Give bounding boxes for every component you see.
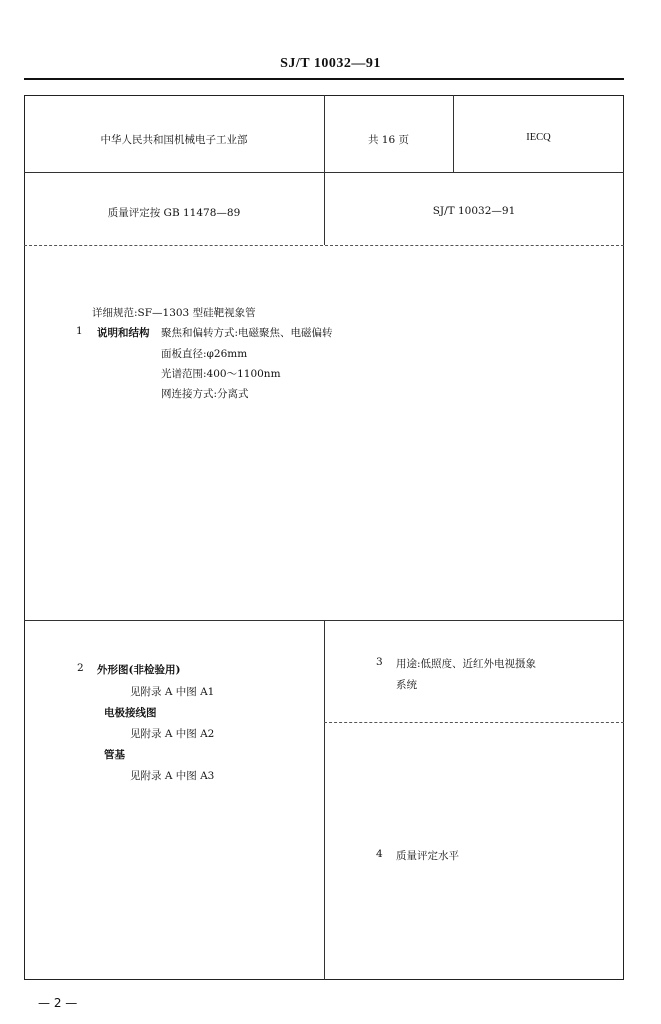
standard-code-header: SJ/T 10032—91 bbox=[280, 56, 381, 71]
section-4-number: 4 bbox=[376, 848, 383, 860]
page-number: — 2 — bbox=[38, 996, 78, 1010]
section-2-line: 见附录 A 中图 A1 bbox=[130, 686, 215, 698]
system-cell: IECQ bbox=[526, 132, 551, 143]
lower-column-divider bbox=[324, 620, 325, 980]
code-cell: SJ/T 10032—91 bbox=[432, 205, 516, 217]
section-2-line: 见附录 A 中图 A3 bbox=[130, 770, 215, 782]
table-bottom-rule bbox=[24, 245, 624, 246]
table-row-divider bbox=[24, 172, 624, 173]
ministry-cell: 中华人民共和国机械电子工业部 bbox=[100, 134, 248, 146]
section-3-text: 用途:低照度、近红外电视摄象 bbox=[396, 658, 537, 670]
spec-title: 详细规范:SF—1303 型硅靶视象管 bbox=[92, 307, 256, 319]
page-count-cell: 共 16 页 bbox=[367, 134, 410, 146]
section-1-item: 光谱范围:400～1100nm bbox=[161, 368, 281, 380]
header-rule bbox=[24, 78, 624, 80]
section-2-heading: 外形图(非检验用) bbox=[97, 664, 181, 676]
section-1-heading: 说明和结构 bbox=[97, 327, 150, 339]
section-3-4-divider bbox=[324, 722, 624, 723]
section-3-number: 3 bbox=[376, 656, 383, 668]
section-4-heading: 质量评定水平 bbox=[396, 850, 459, 862]
section-1-number: 1 bbox=[76, 325, 83, 337]
quality-basis-cell: 质量评定按 GB 11478—89 bbox=[107, 207, 241, 219]
section-3-text-cont: 系统 bbox=[396, 679, 417, 691]
section-2-number: 2 bbox=[77, 662, 84, 674]
section-2-subheading: 管基 bbox=[104, 749, 125, 761]
table-divider-1 bbox=[324, 95, 325, 245]
section-1-item: 聚焦和偏转方式:电磁聚焦、电磁偏转 bbox=[161, 327, 333, 339]
section-2-subheading: 电极接线图 bbox=[104, 707, 157, 719]
section-1-item: 网连接方式:分离式 bbox=[161, 388, 249, 400]
section-1-item: 面板直径:φ26mm bbox=[161, 348, 248, 360]
section-2-line: 见附录 A 中图 A2 bbox=[130, 728, 215, 740]
